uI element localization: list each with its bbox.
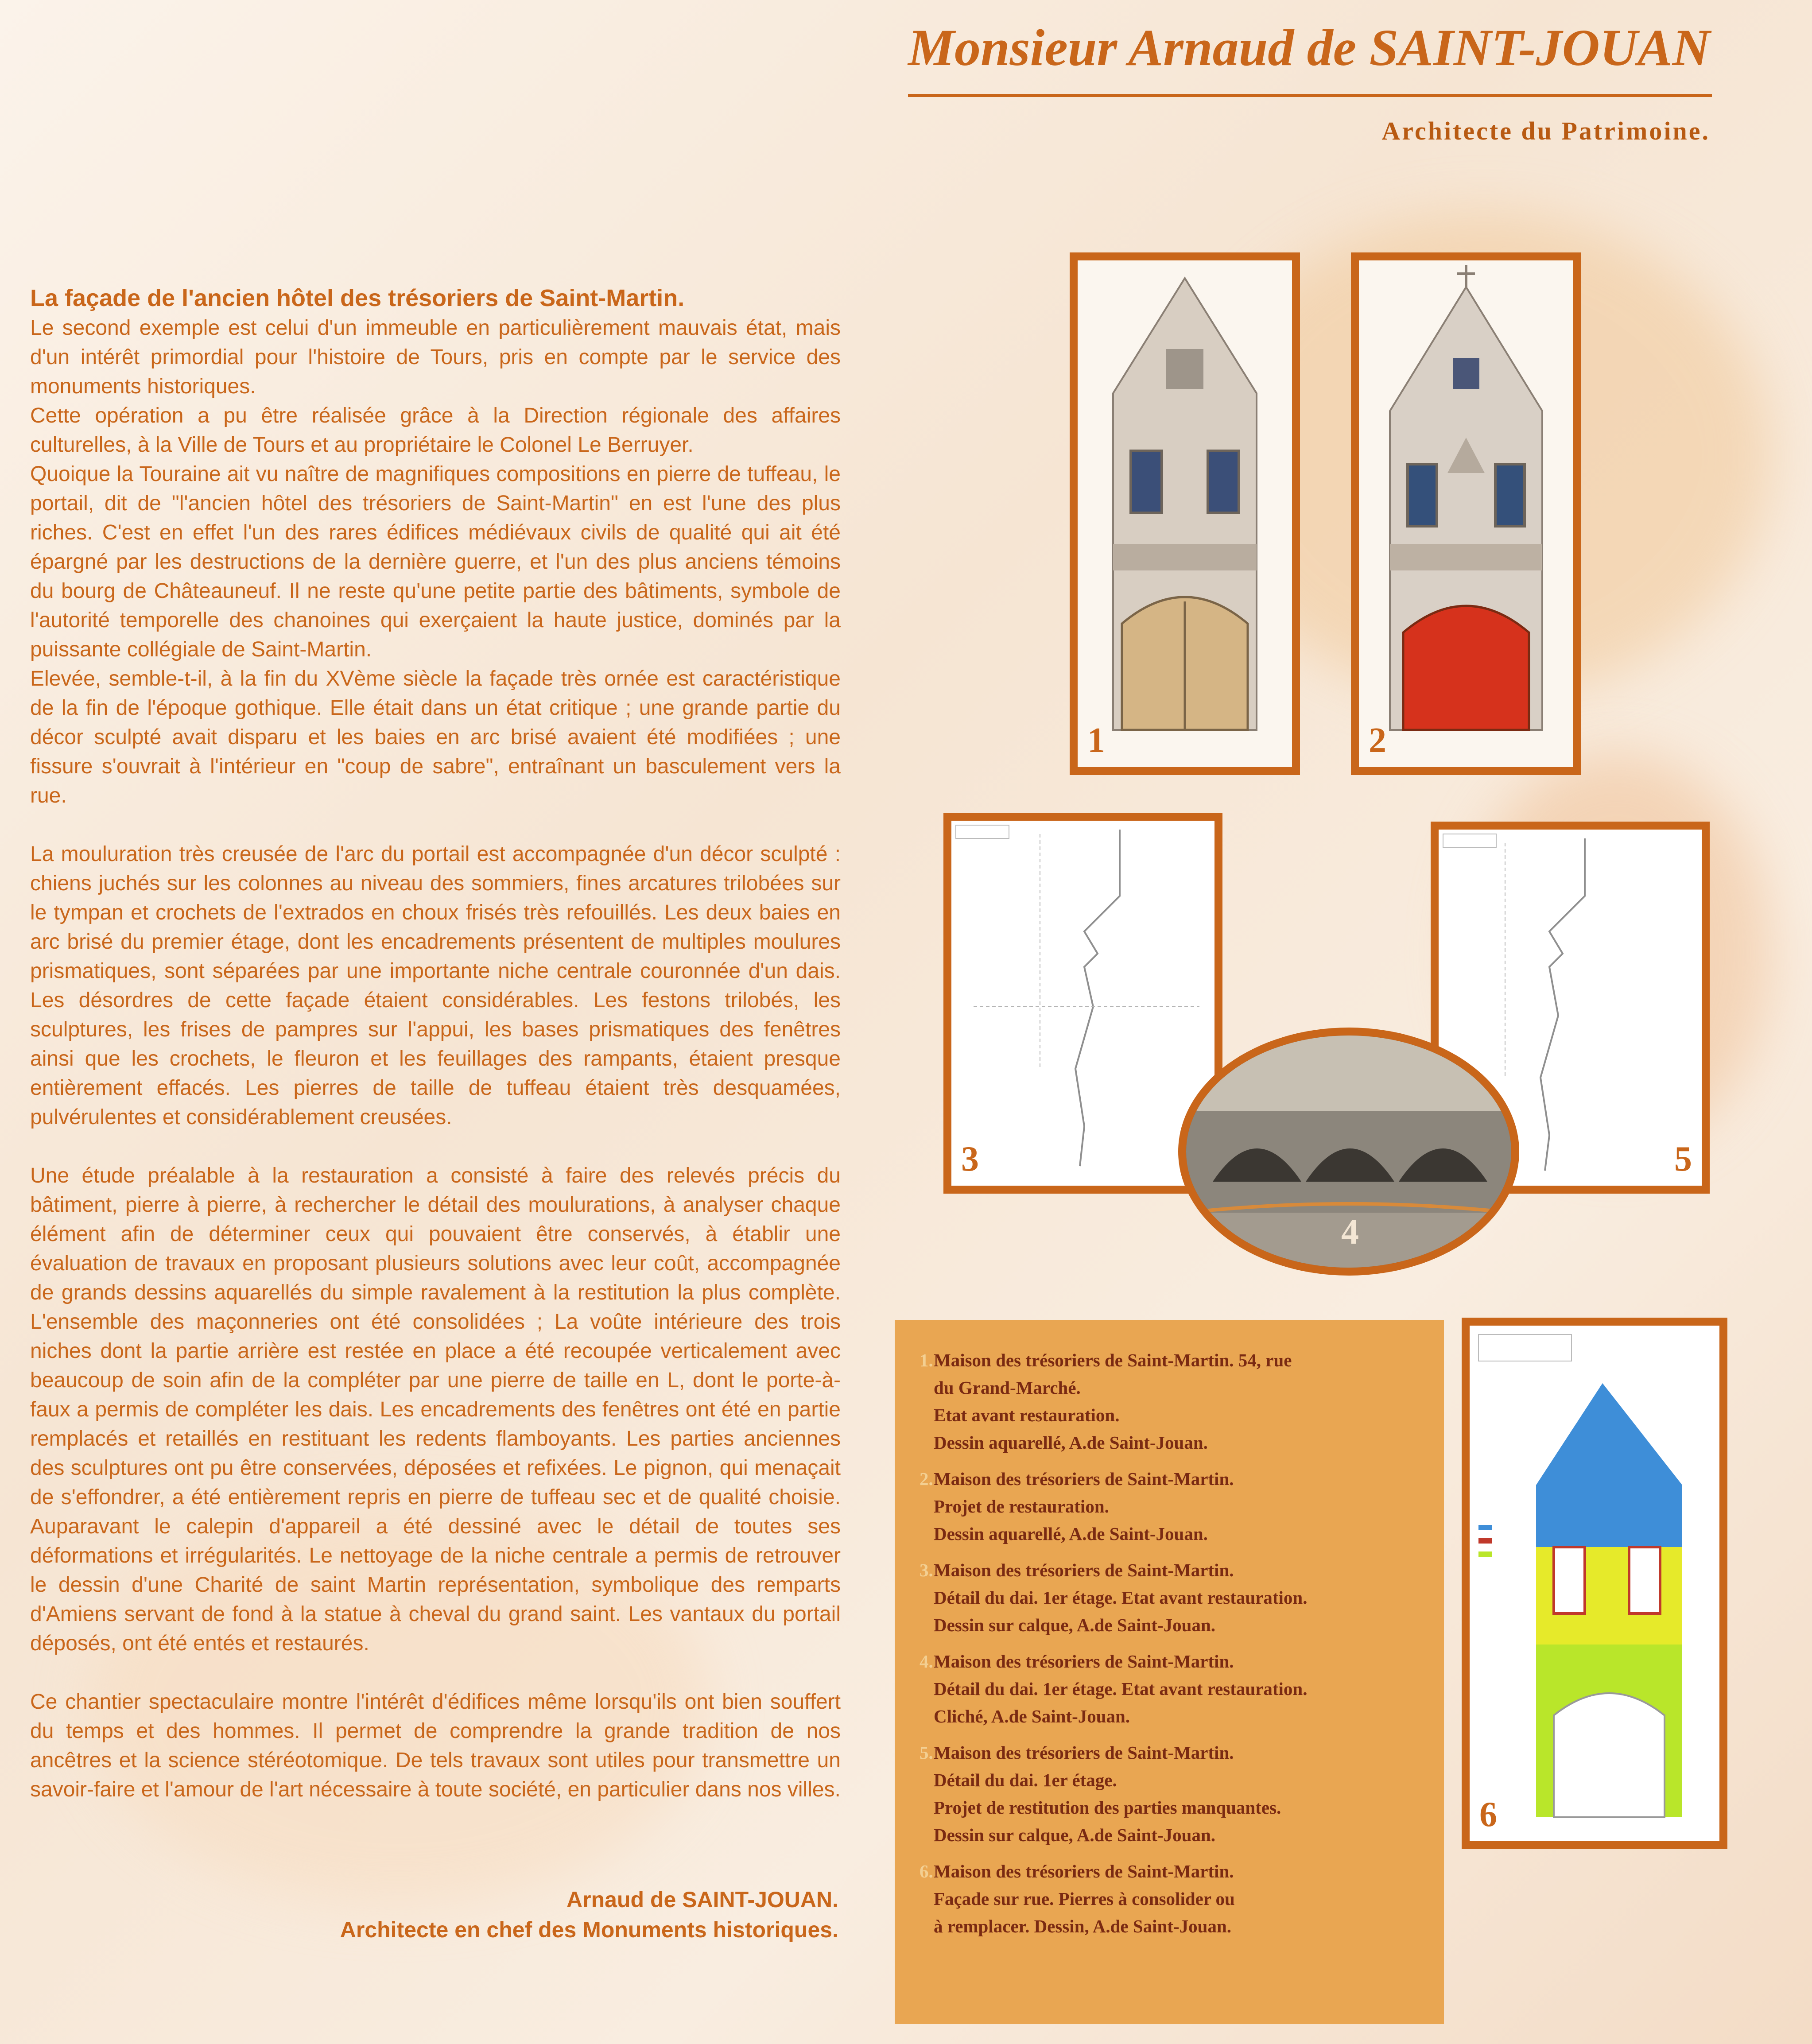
caption-4 <box>921 1648 1417 1730</box>
figure-number: 3 <box>961 1140 979 1179</box>
article-paragraph: Une étude préalable à la restauration a consisté à faire des relevés précis du bâtiment, pierre à pierre, à rechercher le détail des moulurations, à analyser chaque élément afin de déterminer ceux qui pouvaient être conservés, à établir une évaluation de travaux en proposant plusieurs solutions avec leur coût, accompagnée de grands dessins aquarellés du simple ravalement à la restitution la plus complète. L'ensemble des maçonneries ont été consolidées ; La voûte intérieure des trois niches dont la partie arrière est restée en place a été recoupée verticalement avec beaucoup de soin afin de la compléter par une pierre de taille en L, dont le porte-à-faux a permis de compléter les dais. Les encadrements des fenêtres ont été en partie remplacés et retaillés en restituant les redents flamboyants. Les parties anciennes des sculptures ont pu être conservées, déposées et refixées. Le pignon, qui menaçait de s'effondrer, a été entièrement repris en pierre de tuffeau sec et de qualité choisie. Auparavant le calepin d'appareil a été dessiné avec le détail de toutes ses déformations et irrégularités. Le nettoyage de la niche centrale a permis de retrouver le dessin d'une Charité de saint Martin représentation, symbolique des remparts d'Amiens servant de fond à la statue à cheval du grand saint. Les vantaux du portail déposés, ont été entés et restaurés. <box>30 1164 841 1655</box>
facade-watercolor-image <box>1078 260 1292 767</box>
caption-number: 4. <box>920 1651 933 1672</box>
paragraph-gap <box>30 811 841 840</box>
caption-6 <box>921 1858 1417 1940</box>
caption-line: Détail du dai. 1er étage. Etat avant restauration. <box>934 1587 1308 1608</box>
caption-line: Maison des trésoriers de Saint-Martin. <box>934 1469 1234 1489</box>
caption-line: Dessin aquarellé, A.de Saint-Jouan. <box>934 1524 1208 1544</box>
signature <box>340 1885 838 1945</box>
caption-line: Dessin sur calque, A.de Saint-Jouan. <box>934 1825 1216 1845</box>
title-divider <box>908 94 1712 97</box>
article-paragraph: La mouluration très creusée de l'arc du portail est accompagnée d'un décor sculpté : chiens juchés sur les colonnes au niveau des sommiers, fines arcatures trilobées sur le tympan et crochets de l'extrados en choux frisés très refouillés. Les deux baies en arc brisé du premier étage, dont les encadrements présentent de multiples moulures prismatiques, sont séparées par une importante niche centrale couronnée d'un dais. Les désordres de cette façade étaient considérables. Les festons trilobés, les sculptures, les frises de pampres sur l'appui, les bases prismatiques des fenêtres ainsi que les crochets, le fleuron et les feuillages des rampants, étaient presque entièrement effacés. Les pierres de taille de tuffeau étaient très desquamées, pulvérulentes et considérablement creusées. <box>30 842 841 1129</box>
caption-line: Projet de restitution des parties manquantes. <box>934 1797 1281 1818</box>
caption-2 <box>921 1465 1417 1548</box>
figure-number: 5 <box>1674 1140 1692 1179</box>
figure-number: 4 <box>1341 1213 1359 1252</box>
figure-6-facade-drawing <box>1462 1318 1727 1849</box>
caption-line: Projet de restauration. <box>934 1496 1109 1517</box>
caption-line: Maison des trésoriers de Saint-Martin. <box>934 1651 1234 1672</box>
caption-line: Cliché, A.de Saint-Jouan. <box>934 1706 1130 1726</box>
caption-line: Maison des trésoriers de Saint-Martin. 54, rue <box>934 1350 1292 1370</box>
paragraph-gap <box>30 1132 841 1161</box>
figure-number: 6 <box>1479 1795 1497 1834</box>
article-paragraph: Le second exemple est celui d'un immeuble en particulièrement mauvais état, mais d'un intérêt primordial pour l'histoire de Tours, pris en compte par le service des monuments historiques. <box>30 316 841 398</box>
caption-line: à remplacer. Dessin, A.de Saint-Jouan. <box>934 1916 1231 1936</box>
caption-line: Etat avant restauration. <box>934 1405 1120 1425</box>
caption-3 <box>921 1556 1417 1639</box>
captions-panel <box>895 1320 1444 2024</box>
caption-line: Maison des trésoriers de Saint-Martin. <box>934 1742 1234 1763</box>
caption-line: Maison des trésoriers de Saint-Martin. <box>934 1560 1234 1580</box>
paragraph-gap <box>30 1658 841 1687</box>
caption-number: 1. <box>920 1350 933 1370</box>
page-subtitle: Architecte du Patrimoine. <box>1381 116 1710 145</box>
figure-4-photo-dais <box>1178 1028 1519 1276</box>
caption-number: 5. <box>920 1742 933 1763</box>
caption-line: Façade sur rue. Pierres à consolider ou <box>934 1889 1235 1909</box>
caption-number: 2. <box>920 1469 933 1489</box>
article-heading: La façade de l'ancien hôtel des trésoriers de Saint-Martin. <box>30 285 685 311</box>
facade-colored-drawing-image <box>1470 1326 1719 1841</box>
caption-1 <box>921 1346 1417 1456</box>
signature-name: Arnaud de SAINT-JOUAN. <box>566 1887 838 1912</box>
caption-number: 3. <box>920 1560 933 1580</box>
article-paragraph: Quoique la Touraine ait vu naître de magnifiques compositions en pierre de tuffeau, le portail, dit de "l'ancien hôtel des trésoriers de Saint-Martin" en est l'une des plus riches. C'est en effet l'un des rares édifices médiévaux civils de qualité qui ait été épargné par les destructions de la dernière guerre, et l'un des plus anciens témoins du bourg de Châteauneuf. Il ne reste qu'une petite partie des bâtiments, symbole de l'autorité temporelle des chanoines qui exerçaient la haute justice, dominés par la puissante collégiale de Saint-Martin. <box>30 462 841 661</box>
caption-line: Détail du dai. 1er étage. <box>934 1770 1117 1790</box>
facade-project-image <box>1359 260 1573 767</box>
figure-number: 2 <box>1369 721 1386 760</box>
caption-line: du Grand-Marché. <box>934 1377 1081 1398</box>
caption-line: Dessin aquarellé, A.de Saint-Jouan. <box>934 1432 1208 1453</box>
caption-5 <box>921 1739 1417 1849</box>
figure-1-facade-before <box>1070 252 1300 775</box>
caption-line: Maison des trésoriers de Saint-Martin. <box>934 1861 1234 1881</box>
figure-2-restoration-project <box>1351 252 1581 775</box>
article-body <box>30 283 841 1804</box>
page-title: Monsieur Arnaud de SAINT-JOUAN <box>908 19 1710 77</box>
article-paragraph: Cette opération a pu être réalisée grâce à la Direction régionale des affaires culturelles, à la Ville de Tours et au propriétaire le Colonel Le Berruyer. <box>30 404 841 457</box>
caption-line: Dessin sur calque, A.de Saint-Jouan. <box>934 1615 1216 1635</box>
figure-number: 1 <box>1087 721 1105 760</box>
caption-line: Détail du dai. 1er étage. Etat avant restauration. <box>934 1679 1308 1699</box>
signature-title: Architecte en chef des Monuments historiques. <box>340 1917 838 1942</box>
tracing-drawing-image <box>951 821 1214 1186</box>
article-paragraph: Ce chantier spectaculaire montre l'intérêt d'édifices même lorsqu'ils ont bien souffert du temps et des hommes. Il permet de comprendre la grande tradition de nos ancêtres et la science stéréotomique. De tels travaux sont utiles pour transmettre un savoir-faire et l'amour de l'art nécessaire à toute société, en particulier dans nos villes. <box>30 1690 841 1801</box>
caption-number: 6. <box>920 1861 933 1881</box>
article-paragraph: Elevée, semble-t-il, à la fin du XVème siècle la façade très ornée est caractéristique de la fin de l'époque gothique. Elle était dans un état critique ; une grande partie du décor sculpté avait disparu et les baies en arc brisé avaient été modifiées ; une fissure s'ouvrait à l'intérieur en "coup de sabre", entraînant un basculement vers la rue. <box>30 667 841 807</box>
